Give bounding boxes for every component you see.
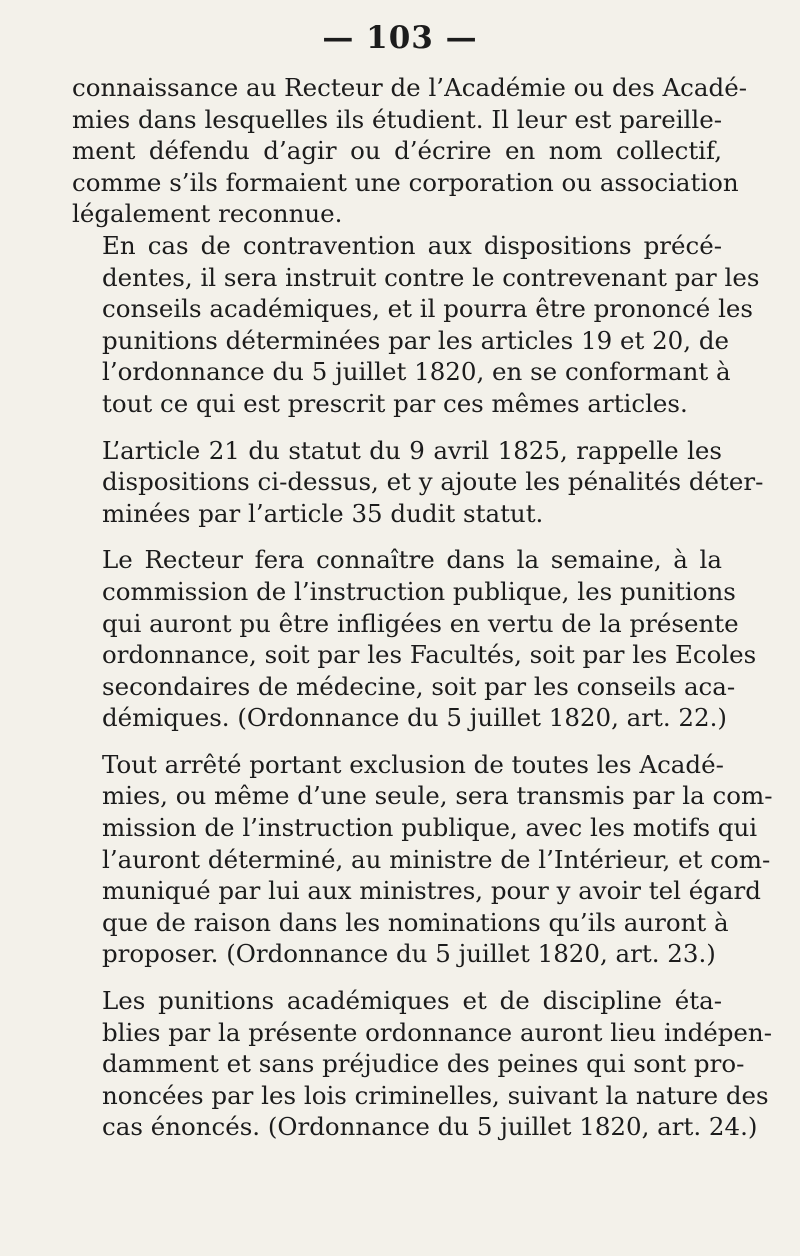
text-line: Les punitions académiques et de discipline éta- [102,986,722,1016]
text-line: Tout arrêté portant exclusion de toutes les Acadé- [102,749,724,779]
text-line: connaissance au Recteur de l’Académie ou des Acadé- [72,73,747,102]
text-line: secondaires de médecine, soit par les conseils aca- [102,671,736,701]
text-line: mission de l’instruction publique, avec les motifs qui [102,813,758,843]
text-line: muniqué par lui aux ministres, pour y avoir tel égard [102,876,761,906]
text-line: mies, ou même d’une seule, sera transmis par la com- [102,781,773,811]
paragraph [72,749,773,970]
text-line: Le Recteur fera connaître dans la semaine, à la [102,545,722,575]
text-line: En cas de contravention aux dispositions précé- [102,230,722,260]
text-line: punitions déterminées par les articles 19 et 20, de [102,325,730,355]
text-line: tout ce qui est prescrit par ces mêmes articles. [102,388,688,418]
page-body [72,72,773,1143]
paragraph [72,435,764,530]
page-number: — 103 — [322,20,478,56]
paragraph [72,72,747,230]
text-line: minées par l’article 35 dudit statut. [102,498,544,528]
text-line: ment défendu d’agir ou d’écrire en nom collectif, [72,136,722,166]
text-line: légalement reconnue. [72,199,343,229]
text-line: blies par la présente ordonnance auront lieu indépen- [102,1017,772,1047]
text-line: dispositions ci-dessus, et y ajoute les pénalités déter- [102,467,764,497]
text-line: démiques. (Ordonnance du 5 juillet 1820, art. 22.) [102,703,727,733]
paragraph [72,985,772,1143]
text-line: mies dans lesquelles ils étudient. Il leur est pareille- [72,104,722,134]
text-line: l’auront déterminé, au ministre de l’Intérieur, et com- [102,844,771,874]
paragraph [72,230,760,420]
text-line: L’article 21 du statut du 9 avril 1825, rappelle les [102,435,722,465]
text-line: l’ordonnance du 5 juillet 1820, en se conformant à [102,357,731,387]
text-line: noncées par les lois criminelles, suivant la nature des [102,1080,769,1110]
text-line: commission de l’instruction publique, les punitions [102,576,736,606]
text-line: proposer. (Ordonnance du 5 juillet 1820, art. 23.) [102,939,716,969]
text-line: ordonnance, soit par les Facultés, soit par les Ecoles [102,640,757,670]
text-line: cas énoncés. (Ordonnance du 5 juillet 1820, art. 24.) [102,1112,758,1142]
text-line: que de raison dans les nominations qu’ils auront à [102,907,729,937]
text-line: comme s’ils formaient une corporation ou association [72,167,739,197]
paragraph [72,544,757,734]
text-line: dentes, il sera instruit contre le contrevenant par les [102,262,760,292]
text-line: conseils académiques, et il pourra être prononcé les [102,294,753,324]
text-line: qui auront pu être infligées en vertu de la présente [102,608,739,638]
text-line: damment et sans préjudice des peines qui sont pro- [102,1049,745,1079]
